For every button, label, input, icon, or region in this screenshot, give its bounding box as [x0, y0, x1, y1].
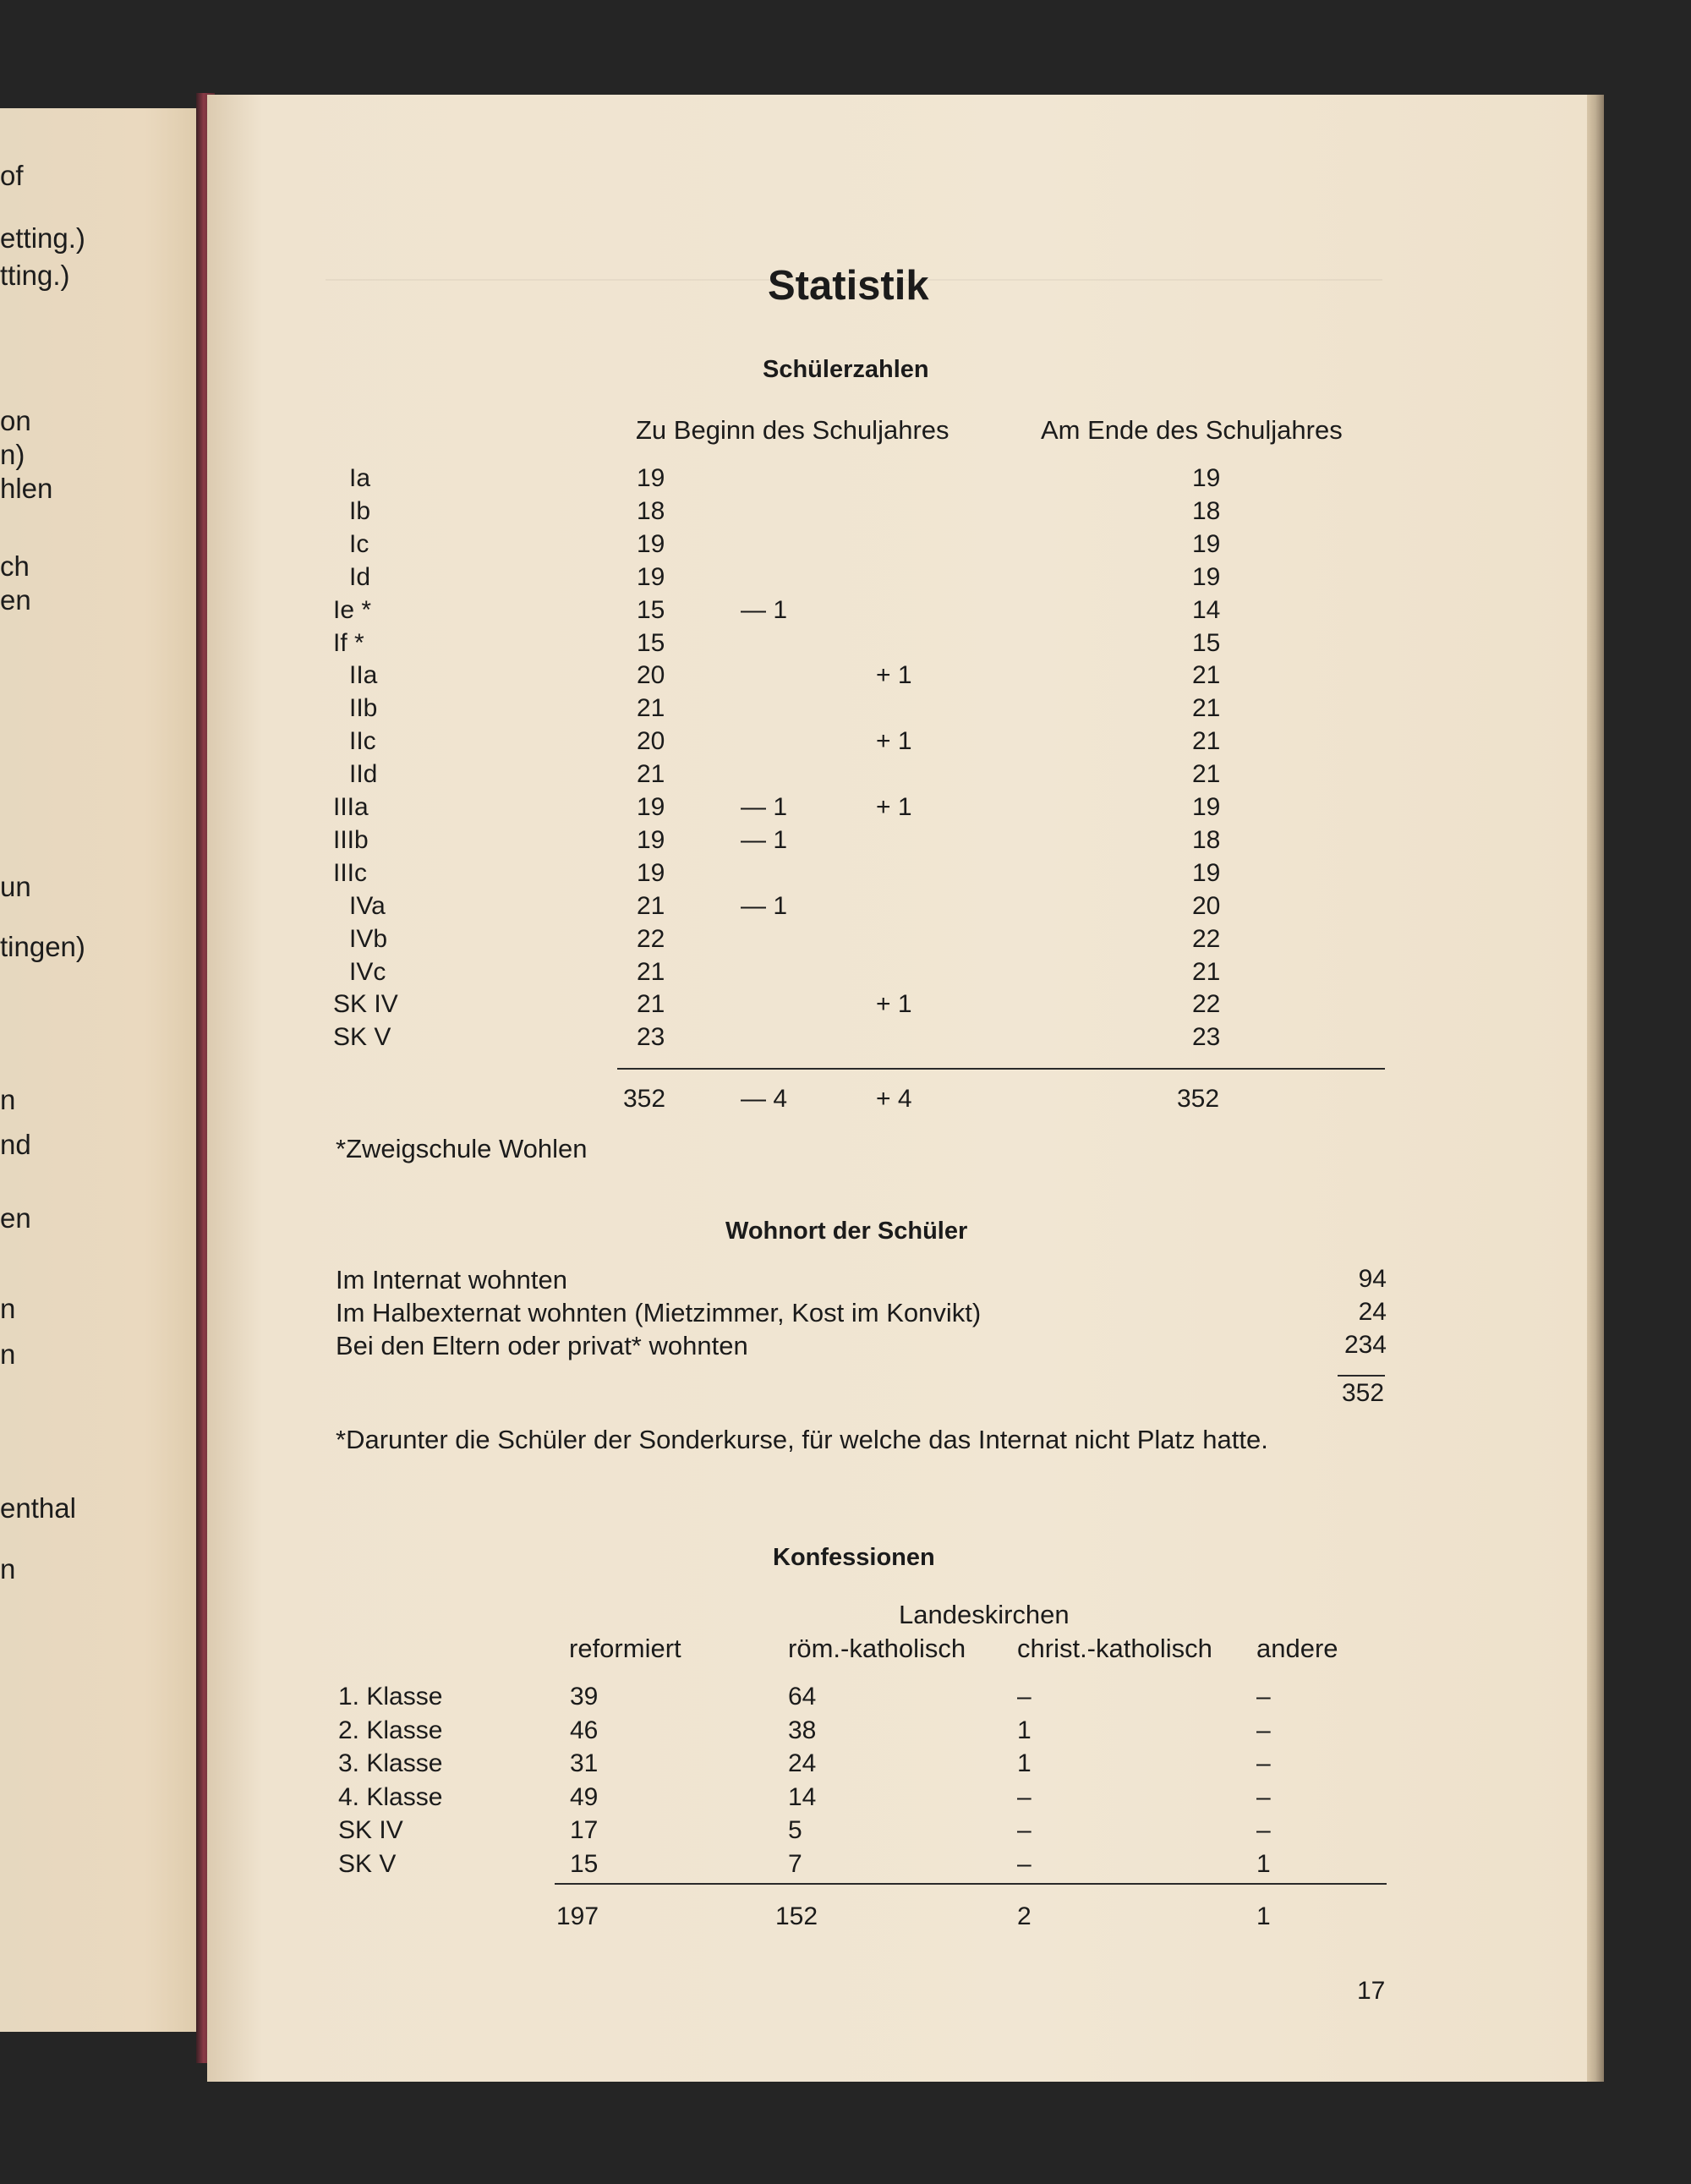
header-christ-katholisch: christ.-katholisch [1017, 1634, 1212, 1663]
decrease-value: — 1 [741, 793, 788, 821]
left-page-fragment: n [0, 1293, 16, 1324]
end-count: 20 [1192, 891, 1221, 920]
start-count: 15 [637, 595, 665, 624]
class-label: Ia [349, 464, 371, 492]
left-page-fragment: n [0, 1553, 16, 1585]
end-count: 19 [1192, 529, 1221, 558]
start-count: 21 [637, 760, 665, 789]
end-count: 19 [1192, 793, 1221, 821]
class-label: Id [349, 562, 371, 591]
class-label: Ic [349, 529, 369, 558]
total-roem-katholisch: 152 [775, 1902, 818, 1930]
left-page-fragment: tting.) [0, 260, 70, 291]
end-count: 22 [1192, 990, 1221, 1019]
page-number: 17 [1357, 1977, 1386, 2005]
end-count: 21 [1192, 957, 1221, 986]
page-edge [1587, 95, 1604, 2082]
class-label: IIIc [333, 858, 368, 887]
class-label: IVa [349, 891, 386, 920]
end-count: 15 [1192, 628, 1221, 657]
start-count: 19 [637, 562, 665, 591]
wohnort-label: Im Internat wohnten [336, 1265, 567, 1295]
start-count: 20 [637, 727, 665, 756]
christ-katholisch-count: – [1017, 1816, 1032, 1844]
end-count: 19 [1192, 562, 1221, 591]
landeskirchen-header: Landeskirchen [899, 1600, 1070, 1629]
start-count: 19 [637, 825, 665, 854]
start-count: 21 [637, 957, 665, 986]
decrease-value: — 1 [741, 595, 788, 624]
roem-katholisch-count: 7 [788, 1849, 802, 1878]
start-count: 22 [637, 924, 665, 953]
increase-value: + 1 [876, 727, 912, 756]
start-count: 18 [637, 496, 665, 525]
total-reformiert: 197 [556, 1902, 599, 1930]
wohnort-label: Bei den Eltern oder privat* wohnten [336, 1331, 748, 1360]
col-start-header: Zu Beginn des Schuljahres [636, 415, 949, 445]
class-label: IIIa [333, 793, 369, 821]
increase-value: + 1 [876, 661, 912, 690]
reformiert-count: 49 [570, 1782, 599, 1811]
konfessionen-heading: Konfessionen [773, 1544, 935, 1571]
reformiert-count: 17 [570, 1816, 599, 1844]
class-label: If * [333, 628, 364, 657]
wohnort-label: Im Halbexternat wohnten (Mietzimmer, Kost im Konvikt) [336, 1298, 982, 1327]
total-andere: 1 [1256, 1902, 1271, 1930]
christ-katholisch-count: – [1017, 1683, 1032, 1711]
class-label: Ie * [333, 595, 372, 624]
end-count: 22 [1192, 924, 1221, 953]
start-count: 21 [637, 694, 665, 723]
class-label: SK V [333, 1023, 391, 1052]
andere-count: – [1256, 1716, 1271, 1744]
left-page-fragment: hlen [0, 473, 53, 504]
wohnort-sum-rule [1338, 1375, 1385, 1377]
andere-count: 1 [1256, 1849, 1271, 1878]
wohnort-value: 24 [1358, 1298, 1387, 1326]
end-count: 21 [1192, 661, 1221, 690]
class-label: IVc [349, 957, 386, 986]
end-count: 21 [1192, 694, 1221, 723]
class-label: IId [349, 760, 378, 789]
internat-footnote: *Darunter die Schüler der Sonderkurse, für welche das Internat nicht Platz hatte. [336, 1425, 1268, 1454]
roem-katholisch-count: 5 [788, 1816, 802, 1844]
schuelerzahlen-heading: Schülerzahlen [763, 356, 929, 383]
class-label: IVb [349, 924, 388, 953]
left-page-fragment: etting.) [0, 222, 85, 254]
klasse-label: 3. Klasse [338, 1749, 443, 1777]
start-count: 23 [637, 1023, 665, 1052]
class-label: SK IV [333, 990, 398, 1019]
andere-count: – [1256, 1782, 1271, 1811]
start-count: 19 [637, 793, 665, 821]
start-count: 20 [637, 661, 665, 690]
klasse-label: SK IV [338, 1816, 403, 1844]
wohnort-value: 94 [1358, 1265, 1387, 1293]
left-page-fragment: n [0, 1084, 16, 1115]
left-page-fragment: en [0, 1202, 31, 1234]
reformiert-count: 15 [570, 1849, 599, 1878]
left-page-fragment: nd [0, 1129, 31, 1160]
andere-count: – [1256, 1683, 1271, 1711]
left-page-fragment: ch [0, 550, 30, 582]
end-count: 21 [1192, 760, 1221, 789]
andere-count: – [1256, 1816, 1271, 1844]
left-page-fragment: n) [0, 439, 25, 470]
sum-rule [617, 1068, 1385, 1070]
konfessionen-sum-rule [555, 1883, 1387, 1885]
start-count: 19 [637, 529, 665, 558]
reformiert-count: 31 [570, 1749, 599, 1777]
header-roem-katholisch: röm.-katholisch [788, 1634, 966, 1663]
left-page-fragment: n [0, 1338, 16, 1370]
christ-katholisch-count: 1 [1017, 1716, 1032, 1744]
start-count: 21 [637, 891, 665, 920]
left-page-fragment: un [0, 871, 31, 902]
decrease-value: — 1 [741, 825, 788, 854]
start-count: 19 [637, 858, 665, 887]
end-count: 21 [1192, 727, 1221, 756]
total-increase: + 4 [876, 1085, 912, 1113]
start-count: 21 [637, 990, 665, 1019]
left-page-fragment: on [0, 405, 31, 436]
total-end: 352 [1177, 1085, 1220, 1113]
class-label: IIb [349, 694, 378, 723]
end-count: 19 [1192, 858, 1221, 887]
zweigschule-footnote: *Zweigschule Wohlen [336, 1134, 588, 1163]
increase-value: + 1 [876, 793, 912, 821]
decrease-value: — 1 [741, 891, 788, 920]
left-page-fragment: of [0, 160, 24, 191]
left-page-fragment: enthal [0, 1492, 76, 1524]
end-count: 18 [1192, 496, 1221, 525]
christ-katholisch-count: – [1017, 1849, 1032, 1878]
increase-value: + 1 [876, 990, 912, 1019]
page-title: Statistik [768, 263, 929, 309]
end-count: 18 [1192, 825, 1221, 854]
andere-count: – [1256, 1749, 1271, 1777]
christ-katholisch-count: 1 [1017, 1749, 1032, 1777]
end-count: 19 [1192, 464, 1221, 492]
wohnort-total: 352 [1342, 1379, 1385, 1407]
end-count: 14 [1192, 595, 1221, 624]
col-end-header: Am Ende des Schuljahres [1041, 415, 1343, 445]
roem-katholisch-count: 38 [788, 1716, 817, 1744]
klasse-label: 2. Klasse [338, 1716, 443, 1744]
roem-katholisch-count: 64 [788, 1683, 817, 1711]
header-reformiert: reformiert [569, 1634, 681, 1663]
start-count: 15 [637, 628, 665, 657]
total-christ-katholisch: 2 [1017, 1902, 1032, 1930]
header-andere: andere [1256, 1634, 1338, 1663]
class-label: IIa [349, 661, 378, 690]
roem-katholisch-count: 14 [788, 1782, 817, 1811]
total-decrease: — 4 [741, 1085, 788, 1113]
total-start: 352 [623, 1085, 666, 1113]
klasse-label: SK V [338, 1849, 397, 1878]
class-label: IIc [349, 727, 376, 756]
left-page [0, 108, 207, 2032]
klasse-label: 1. Klasse [338, 1683, 443, 1711]
roem-katholisch-count: 24 [788, 1749, 817, 1777]
left-page-fragment: en [0, 584, 31, 616]
wohnort-value: 234 [1343, 1331, 1387, 1359]
left-page-fragment: tingen) [0, 931, 85, 962]
class-label: IIIb [333, 825, 369, 854]
start-count: 19 [637, 464, 665, 492]
class-label: Ib [349, 496, 371, 525]
wohnort-heading: Wohnort der Schüler [725, 1218, 968, 1245]
end-count: 23 [1192, 1023, 1221, 1052]
christ-katholisch-count: – [1017, 1782, 1032, 1811]
klasse-label: 4. Klasse [338, 1782, 443, 1811]
reformiert-count: 46 [570, 1716, 599, 1744]
reformiert-count: 39 [570, 1683, 599, 1711]
